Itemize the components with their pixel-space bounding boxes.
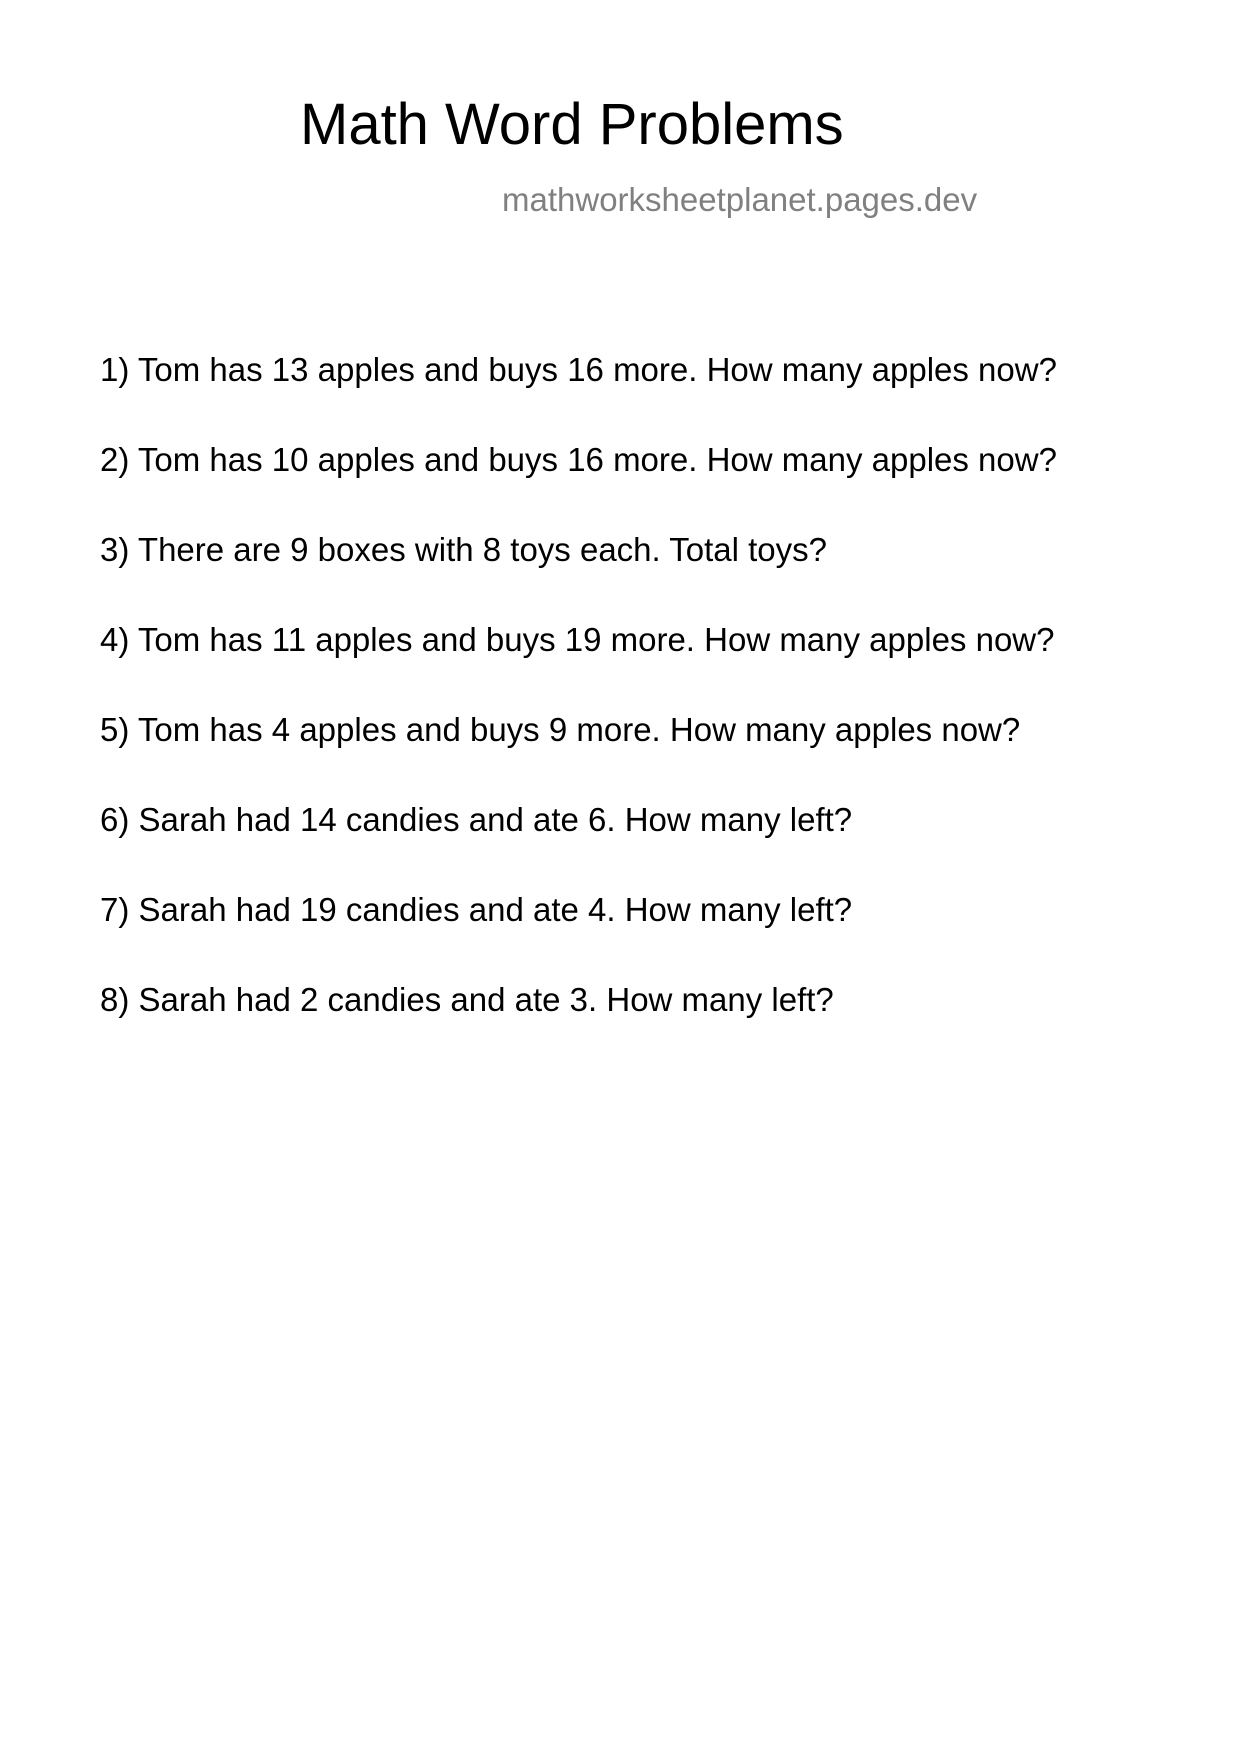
- problem-item-2: 2) Tom has 10 apples and buys 16 more. How many apples now?: [100, 441, 1057, 478]
- problem-list: [100, 353, 1057, 1073]
- problem-item-1: 1) Tom has 13 apples and buys 16 more. How many apples now?: [100, 351, 1057, 388]
- problem-item-6: 6) Sarah had 14 candies and ate 6. How many left?: [100, 801, 853, 838]
- problem-item-4: 4) Tom has 11 apples and buys 19 more. How many apples now?: [100, 621, 1055, 658]
- problem-item-7: 7) Sarah had 19 candies and ate 4. How many left?: [100, 891, 853, 928]
- problem-item-5: 5) Tom has 4 apples and buys 9 more. How many apples now?: [100, 711, 1021, 748]
- problem-item-8: 8) Sarah had 2 candies and ate 3. How many left?: [100, 981, 834, 1018]
- page-title: Math Word Problems: [300, 92, 844, 157]
- problem-item-3: 3) There are 9 boxes with 8 toys each. Total toys?: [100, 531, 828, 568]
- site-url: mathworksheetplanet.pages.dev: [502, 181, 978, 218]
